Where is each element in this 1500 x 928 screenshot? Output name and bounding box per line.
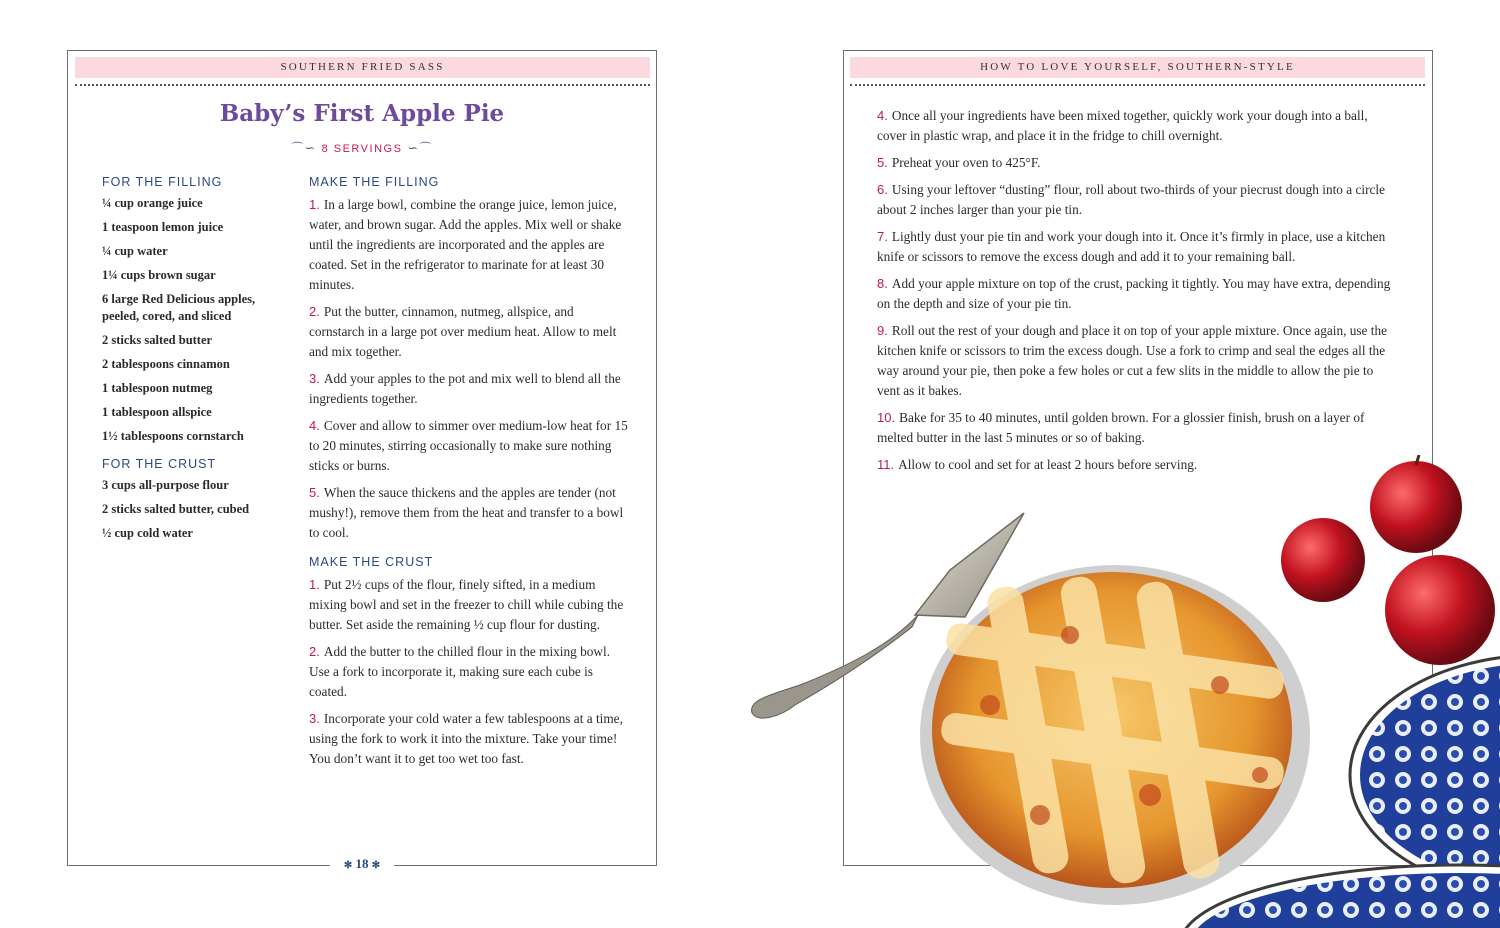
step-text: Put the butter, cinnamon, nutmeg, allspice, and cornstarch in a large pot over medium heat. Allow to melt and mix together. (309, 304, 617, 359)
recipe-step (877, 321, 1397, 401)
star-ornament-icon: ✻ (343, 860, 353, 871)
step-text: Put 2½ cups of the flour, finely sifted, in a medium mixing bowl and set in the freezer to chill while cubing the butter. Set aside the remaining ½ cup flour for dusting. (309, 577, 624, 632)
left-running-head: SOUTHERN FRIED SASS (75, 57, 650, 78)
right-dotted-divider (850, 84, 1425, 86)
make-crust-steps (309, 575, 629, 769)
red-apples (1281, 455, 1495, 665)
apple-pie (920, 565, 1310, 905)
right-steps-column (877, 106, 1397, 482)
step-number: 5. (309, 485, 320, 500)
step-number: 10. (877, 410, 896, 425)
ingredient-item: 1 tablespoon nutmeg (102, 381, 213, 395)
step-number: 11. (877, 457, 895, 472)
recipe-step (309, 302, 629, 362)
ingredient-item: 2 sticks salted butter (102, 333, 213, 347)
recipe-step (309, 369, 629, 409)
step-text: Add your apples to the pot and mix well to blend all the ingredients together. (309, 371, 621, 406)
servings-label: 8 SERVINGS (321, 143, 403, 155)
make-filling-heading: MAKE THE FILLING (309, 175, 440, 189)
page-number (330, 856, 394, 872)
ingredient-item: ¼ cup orange juice (102, 196, 203, 210)
recipe-step (877, 274, 1397, 314)
step-text: Preheat your oven to 425°F. (891, 155, 1041, 170)
step-text: Allow to cool and set for at least 2 hours before serving. (898, 457, 1198, 472)
step-text: Using your leftover “dusting” flour, roll about two-thirds of your piecrust dough into a circle about 2 inches larger than your pie tin. (877, 182, 1386, 217)
make-crust-heading: MAKE THE CRUST (309, 555, 434, 569)
ingredient-item: 2 sticks salted butter, cubed (102, 502, 250, 516)
crust-ingredients-heading: FOR THE CRUST (102, 457, 217, 471)
recipe-step (877, 106, 1397, 146)
filling-ingredient-list (102, 195, 292, 445)
step-text: Incorporate your cold water a few tablespoons at a time, using the fork to work it into the mixture. Take your time! You don’t want it to get too wet too fast. (309, 711, 623, 766)
recipe-step (309, 709, 629, 769)
step-number: 2. (309, 304, 320, 319)
step-text: Roll out the rest of your dough and place it on top of your apple mixture. Once again, use the kitchen knife or scissors to trim the excess dough. Use a fork to crimp and seal the edges all the way around your pie, then poke a few holes or cut a few slits in the middle to allow the pie to vent as it bakes. (877, 323, 1388, 398)
left-dotted-divider (75, 84, 650, 86)
ingredients-column (102, 175, 292, 549)
step-number: 9. (877, 323, 888, 338)
recipe-step (877, 180, 1397, 220)
crust-ingredient-list (102, 477, 292, 542)
step-text: Add the butter to the chilled flour in the mixing bowl. Use a fork to incorporate it, making sure each cube is coated. (309, 644, 611, 699)
swash-left-icon: ⌒∽ (291, 141, 322, 155)
servings-line (67, 139, 657, 156)
recipe-title: Baby’s First Apple Pie (219, 100, 505, 127)
step-number: 3. (309, 371, 320, 386)
recipe-step (309, 483, 629, 543)
step-number: 8. (877, 276, 888, 291)
ingredient-item: ½ cup cold water (102, 526, 193, 540)
step-number: 2. (309, 644, 320, 659)
star-ornament-icon: ✻ (371, 860, 381, 871)
step-number: 4. (309, 418, 320, 433)
step-text: Lightly dust your pie tin and work your dough into it. Once it’s firmly in place, use a kitchen knife or scissors to remove the excess dough and add it to your remaining ball. (877, 229, 1386, 264)
step-number: 1. (309, 577, 320, 592)
ingredient-item: 1½ tablespoons cornstarch (102, 429, 244, 443)
recipe-step (309, 416, 629, 476)
step-text: Cover and allow to simmer over medium-low heat for 15 to 20 minutes, stirring occasionally to make sure nothing sticks or burns. (309, 418, 628, 473)
ingredient-item: 6 large Red Delicious apples, peeled, cored, and sliced (102, 292, 256, 323)
recipe-step (309, 575, 629, 635)
ingredient-item: 1 teaspoon lemon juice (102, 220, 224, 234)
ingredient-item: 3 cups all-purpose flour (102, 478, 229, 492)
recipe-step (309, 195, 629, 295)
ingredient-item: ¼ cup water (102, 244, 168, 258)
step-text: Bake for 35 to 40 minutes, until golden brown. For a glossier finish, brush on a layer of melted butter in the last 5 minutes or so of baking. (877, 410, 1365, 445)
step-number: 5. (877, 155, 888, 170)
ingredient-item: 1 tablespoon allspice (102, 405, 212, 419)
step-text: Add your apple mixture on top of the crust, packing it tightly. You may have extra, depending on the depth and size of your pie tin. (877, 276, 1391, 311)
step-text: Once all your ingredients have been mixed together, quickly work your dough into a ball, cover in plastic wrap, and place it in the fridge to chill overnight. (877, 108, 1368, 143)
recipe-step (877, 153, 1397, 173)
ingredient-item: 1¼ cups brown sugar (102, 268, 216, 282)
step-number: 6. (877, 182, 888, 197)
page-number-value: 18 (355, 856, 369, 871)
recipe-step (877, 408, 1397, 448)
step-text: In a large bowl, combine the orange juice, lemon juice, water, and brown sugar. Add the apples. Mix well or shake until the ingredients are incorporated and the apples are coated. Set in the refrigerator to marinate for at least 30 minutes. (309, 197, 622, 292)
filling-ingredients-heading: FOR THE FILLING (102, 175, 223, 189)
left-steps-column (309, 175, 629, 776)
recipe-step (309, 642, 629, 702)
right-running-head: HOW TO LOVE YOURSELF, SOUTHERN-STYLE (850, 57, 1425, 78)
step-number: 3. (309, 711, 320, 726)
recipe-step (877, 227, 1397, 267)
swash-right-icon: ∽⌒ (402, 141, 433, 155)
step-number: 4. (877, 108, 888, 123)
step-text: When the sauce thickens and the apples are tender (not mushy!), remove them from the heat and transfer to a bowl to cool. (309, 485, 624, 540)
make-filling-steps (309, 195, 629, 543)
step-number: 1. (309, 197, 320, 212)
step-number: 7. (877, 229, 888, 244)
ingredient-item: 2 tablespoons cinnamon (102, 357, 230, 371)
apple-pie-photo (740, 455, 1500, 928)
